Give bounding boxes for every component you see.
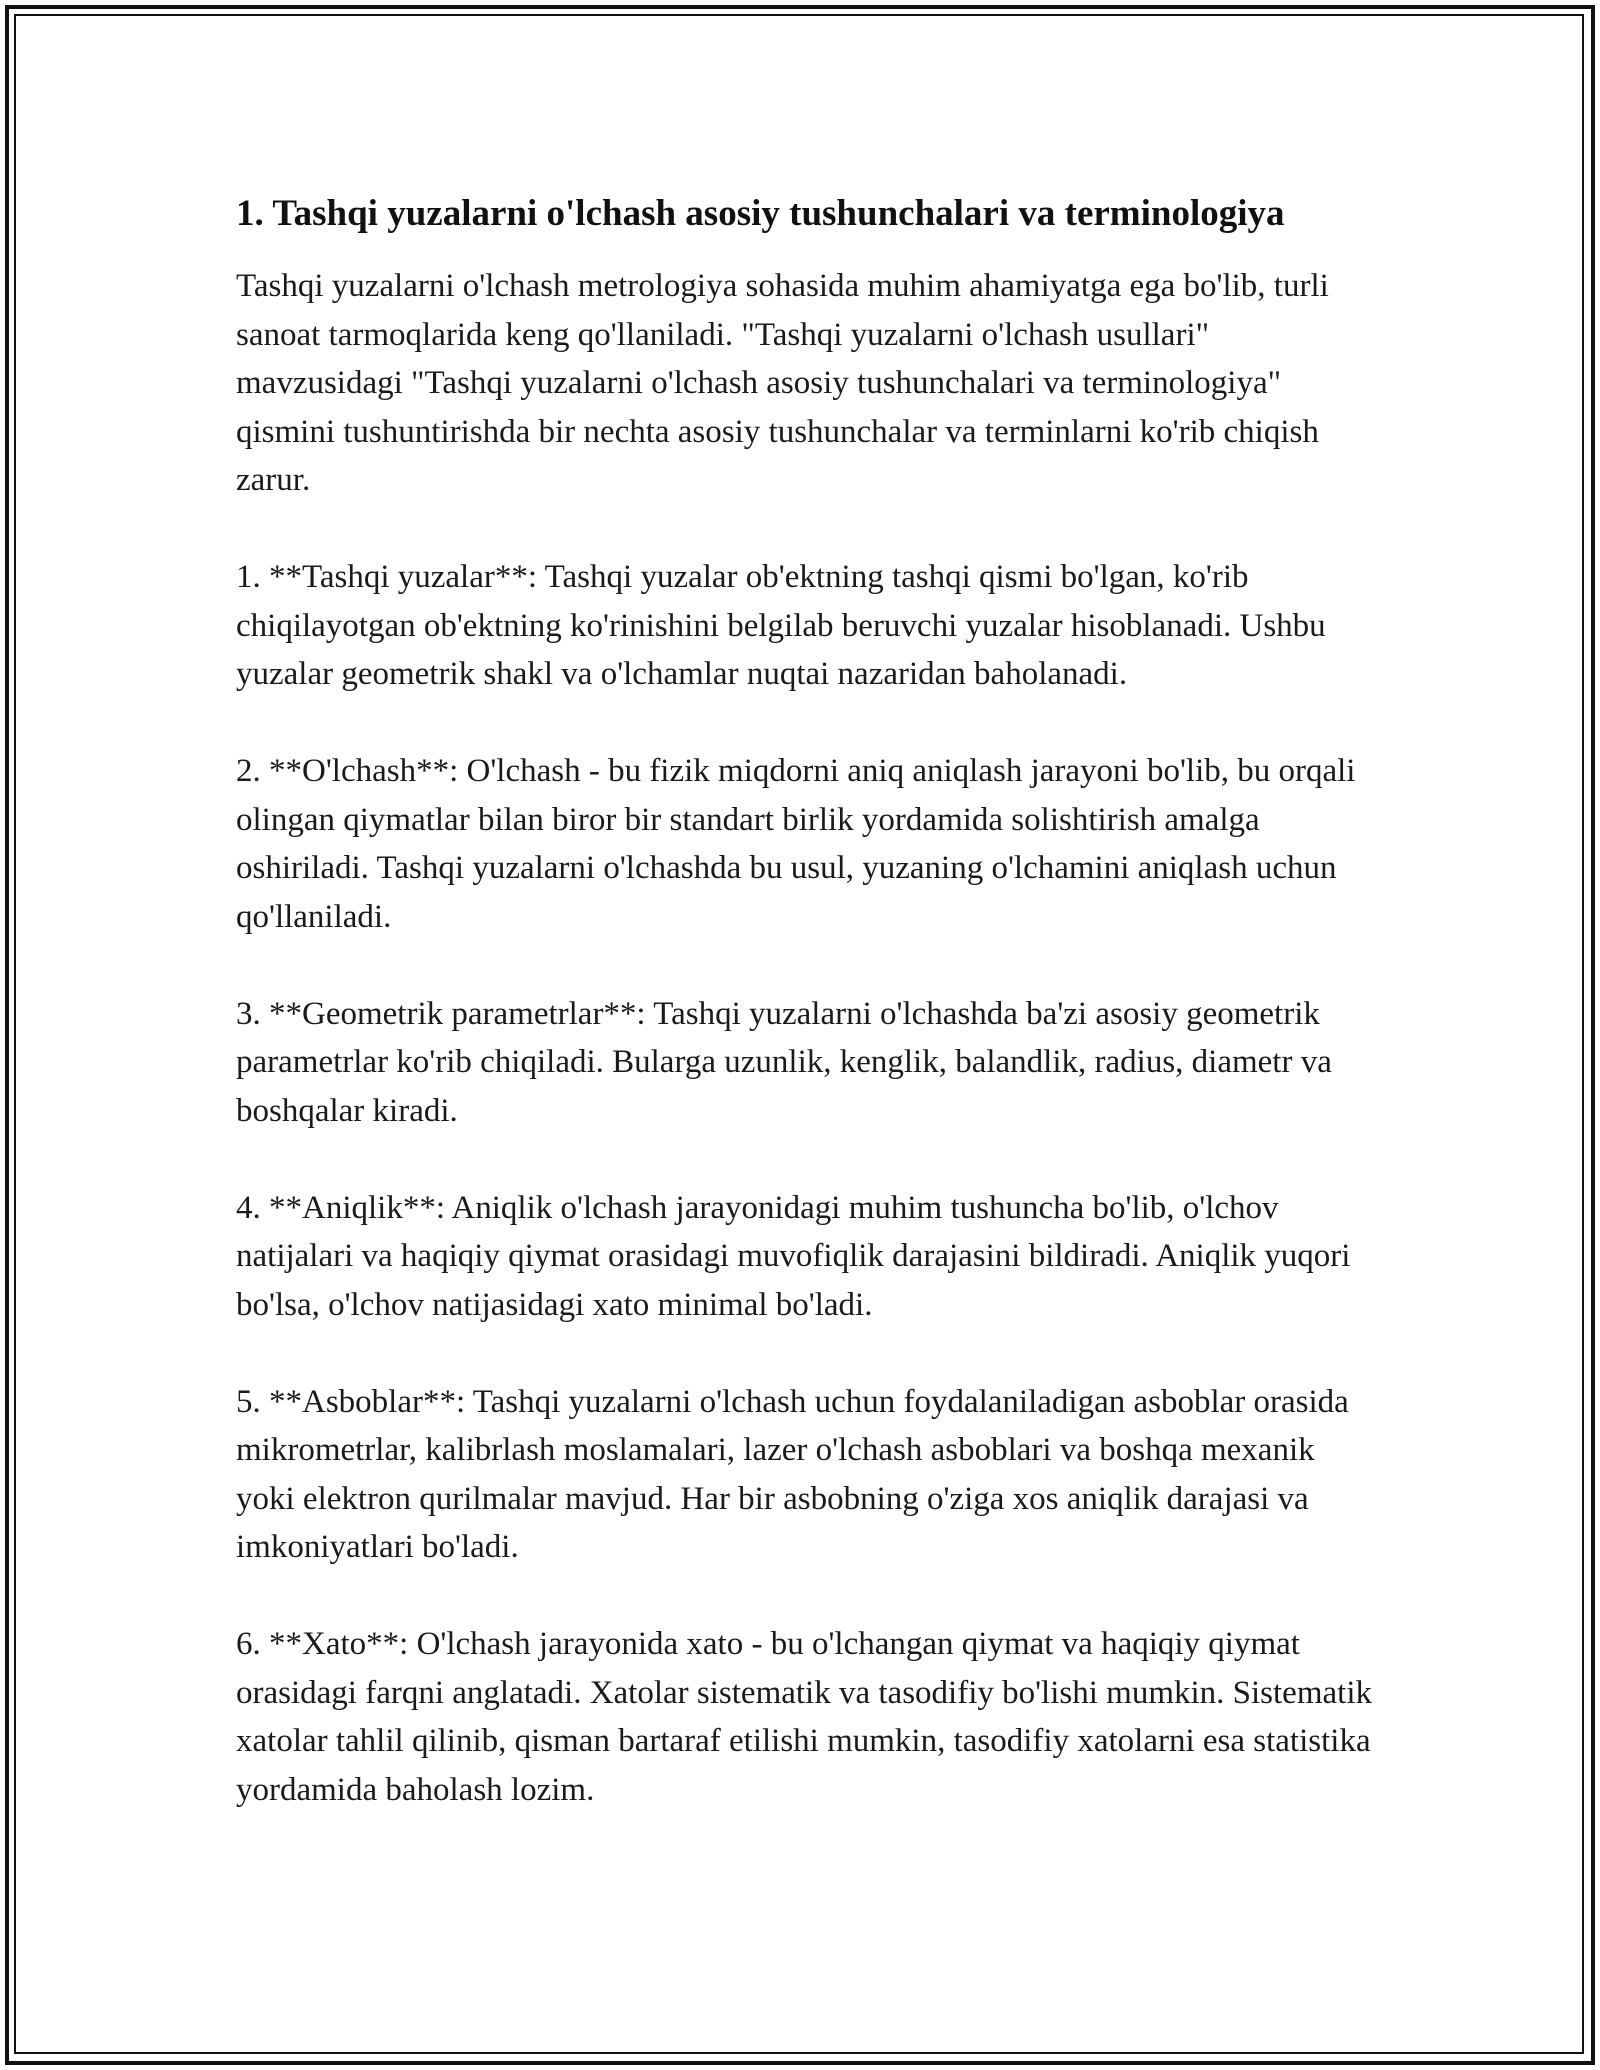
term-item-tashqi-yuzalar: 1. **Tashqi yuzalar**: Tashqi yuzalar ob'ektning tashqi qismi bo'lgan, ko'rib chiqilayotgan ob'ektning ko'rinishini belgilab beruvchi yuzalar hisoblanadi. Ushbu yuzalar geometrik shakl va o'lchamlar nuqtai nazaridan baholanadi. (236, 559, 1326, 692)
document-body (236, 186, 1376, 1814)
term-item-xato: 6. **Xato**: O'lchash jarayonida xato - bu o'lchangan qiymat va haqiqiy qiymat orasidagi farqni anglatadi. Xatolar sistematik va tasodifiy bo'lishi mumkin. Sistematik xatolar tahlil qilinib, qisman bartaraf etilishi mumkin, tasodifiy xatolarni esa statistika yordamida baholash lozim. (236, 1626, 1372, 1808)
intro-paragraph: Tashqi yuzalarni o'lchash metrologiya sohasida muhim ahamiyatga ega bo'lib, turli sanoat tarmoqlarida keng qo'llaniladi. "Tashqi yuzalarni o'lchash usullari" mavzusidagi "Tashqi yuzalarni o'lchash asosiy tushunchalari va terminologiya" qismini tushuntirishda bir nechta asosiy tushunchalar va terminlarni ko'rib chiqish zarur. (236, 268, 1329, 498)
term-item-aniqlik: 4. **Aniqlik**: Aniqlik o'lchash jarayonidagi muhim tushuncha bo'lib, o'lchov natijalari va haqiqiy qiymat orasidagi muvofiqlik darajasini bildiradi. Aniqlik yuqori bo'lsa, o'lchov natijasidagi xato minimal bo'ladi. (236, 1189, 1351, 1323)
term-item-geometrik-parametrlar: 3. **Geometrik parametrlar**: Tashqi yuzalarni o'lchashda ba'zi asosiy geometrik parametrlar ko'rib chiqiladi. Bularga uzunlik, kenglik, balandlik, radius, diametr va boshqalar kiradi. (236, 995, 1332, 1129)
term-item-asboblar: 5. **Asboblar**: Tashqi yuzalarni o'lchash uchun foydalaniladigan asboblar orasida mikrometrlar, kalibrlash moslamalari, lazer o'lchash asboblari va boshqa mexanik yoki elektron qurilmalar mavjud. Har bir asbobning o'ziga xos aniqlik darajasi va imkoniyatlari bo'ladi. (236, 1383, 1349, 1565)
term-item-olchash: 2. **O'lchash**: O'lchash - bu fizik miqdorni aniq aniqlash jarayoni bo'lib, bu orqali olingan qiymatlar bilan biror bir standart birlik yordamida solishtirish amalga oshiriladi. Tashqi yuzalarni o'lchashda bu usul, yuzaning o'lchamini aniqlash uchun qo'llaniladi. (236, 753, 1356, 935)
section-heading: 1. Tashqi yuzalarni o'lchash asosiy tushunchalari va terminologiya (236, 193, 1285, 234)
